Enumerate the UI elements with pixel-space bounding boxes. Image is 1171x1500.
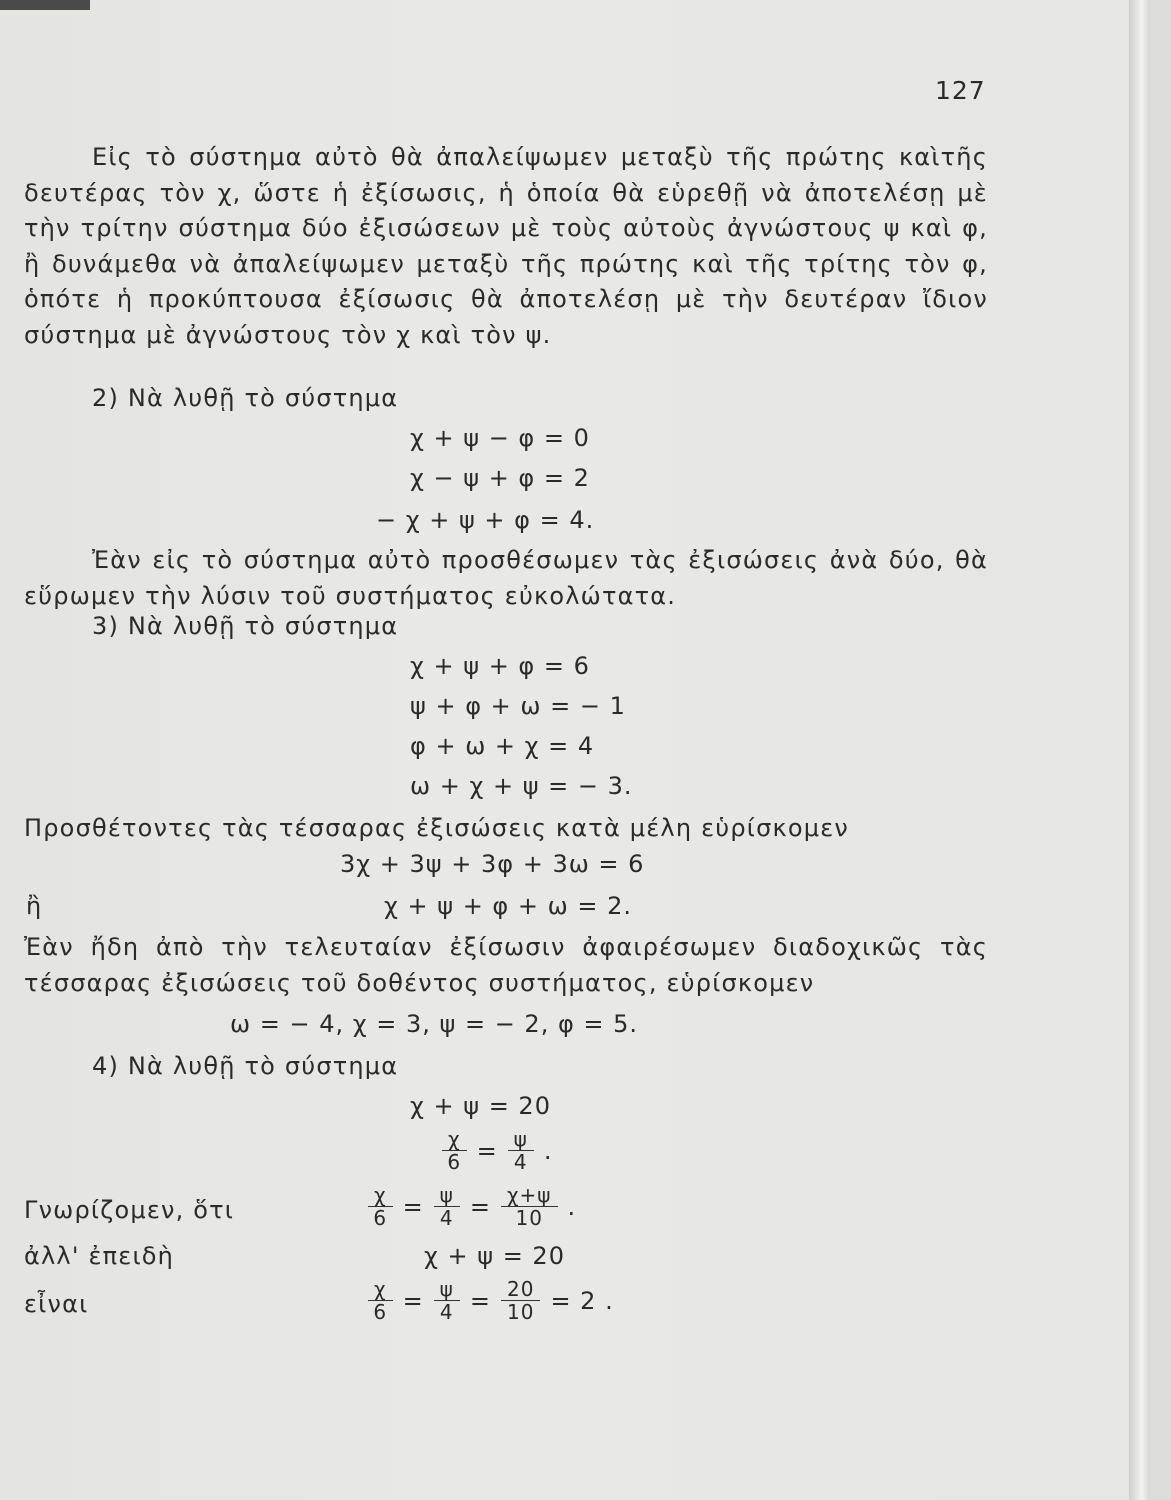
ex3-eq-1: χ + ψ + φ = 6 <box>410 652 590 680</box>
ex4-proportion <box>362 1184 580 1229</box>
ex3-reduced-eq: χ + ψ + φ + ω = 2. <box>384 892 632 920</box>
scan-mark <box>0 0 90 10</box>
frac-den: 6 <box>373 1300 388 1324</box>
but-since-label: ἀλλ' ἐπειδὴ <box>24 1242 175 1270</box>
ex3-text1: Προσθέτοντες τὰς τέσσαρας ἐξισώσεις κατὰ μέλη εὑρίσκομεν <box>24 814 849 842</box>
frac-x-6 <box>368 1184 393 1229</box>
frac-num: ψ <box>434 1184 460 1207</box>
ex3-or-label: ἢ <box>26 892 43 920</box>
frac-y-4 <box>508 1128 534 1173</box>
frac-den: 4 <box>513 1150 528 1174</box>
frac-num: ψ <box>508 1128 534 1151</box>
frac-den: 6 <box>373 1206 388 1230</box>
ex4-sum-eq: χ + ψ = 20 <box>424 1242 565 1270</box>
frac-den: 4 <box>439 1300 454 1324</box>
frac-y-4 <box>434 1278 460 1323</box>
frac-den: 10 <box>506 1300 535 1324</box>
intro-paragraph <box>24 140 988 353</box>
frac-den: 4 <box>439 1206 454 1230</box>
ex3-eq-4: ω + χ + ψ = − 3. <box>410 772 633 800</box>
page-number: 127 <box>935 76 986 105</box>
ex3-heading: 3) Νὰ λυθῇ τὸ σύστημα <box>92 612 399 640</box>
ex2-text <box>24 543 988 614</box>
frac-x-6 <box>442 1128 467 1173</box>
ex4-eq-1: χ + ψ = 20 <box>410 1092 551 1120</box>
ex2-eq-2: χ − ψ + φ = 2 <box>410 464 590 492</box>
frac-y-4 <box>434 1184 460 1229</box>
ex2-eq-1: χ + ψ − φ = 0 <box>410 424 590 452</box>
frac-num: ψ <box>434 1278 460 1301</box>
ex3-eq-3: φ + ω + χ = 4 <box>410 732 595 760</box>
ex4-ratio-eq <box>436 1128 557 1173</box>
ex3-paragraph: Ἐὰν ἤδη ἀπὸ τὴν τελευταίαν ἐξίσωσιν ἀφαιρέσωμεν διαδοχικῶς τὰς τέσσαρας ἐξισώσεις τοῦ δοθέντος συστήματος, εὑρίσκομεν <box>24 933 988 997</box>
frac-x-6 <box>368 1278 393 1323</box>
frac-num: χ+ψ <box>501 1184 558 1207</box>
frac-num: χ <box>368 1278 393 1301</box>
ex3-eq-2: ψ + φ + ω = − 1 <box>410 692 626 720</box>
intro-text: Εἰς τὸ σύστημα αὐτὸ θὰ ἀπαλείψωμεν μεταξὺ τῆς πρώτης καὶτῆς δευτέρας τὸν χ, ὥστε ἡ ἐξίσωσις, ἡ ὁποία θὰ εὑρεθῇ νὰ ἀποτελέσῃ μὲ τὴν τρίτην σύστημα δύο ἐξισώσεων μὲ τοὺς αὐτοὺς ἀγνώστους ψ καὶ φ, ἢ δυνάμεθα νὰ ἀπαλείψωμεν μεταξὺ τῆς πρώτης καὶ τῆς τρίτης τὸν φ, ὁπότε ἡ προκύπτουσα ἐξίσωσις θὰ ἀποτελέσῃ μὲ τὴν δευτέραν ἴδιον σύστημα μὲ ἀγνώστους τὸν χ καὶ τὸν ψ. <box>24 143 988 349</box>
equals-sign: = <box>402 1286 424 1315</box>
ex4-result <box>362 1278 618 1323</box>
frac-num: χ <box>442 1128 467 1151</box>
frac-xy-10 <box>501 1184 558 1229</box>
equals-sign: = <box>402 1192 424 1221</box>
ex2-heading: 2) Νὰ λυθῇ τὸ σύστημα <box>92 384 399 412</box>
is-label: εἶναι <box>24 1290 89 1318</box>
page-edge <box>1129 0 1150 1500</box>
period: . <box>567 1192 577 1221</box>
frac-num: 20 <box>501 1278 540 1301</box>
frac-den: 6 <box>447 1150 462 1174</box>
frac-20-10 <box>501 1278 540 1323</box>
equals-sign: = <box>476 1136 498 1165</box>
ex2-eq-3: − χ + ψ + φ = 4. <box>376 506 595 534</box>
ex3-text2 <box>24 930 988 1001</box>
frac-den: 10 <box>515 1206 543 1230</box>
ex2-paragraph: Ἐὰν εἰς τὸ σύστημα αὐτὸ προσθέσωμεν τὰς ἐξισώσεις ἀνὰ δύο, θὰ εὕρωμεν τὴν λύσιν τοῦ συστήματος εὐκολώτατα. <box>24 546 988 610</box>
result-value: = 2 . <box>550 1286 614 1315</box>
frac-num: χ <box>368 1184 393 1207</box>
ex3-solution: ω = − 4, χ = 3, ψ = − 2, φ = 5. <box>230 1010 639 1038</box>
equals-sign: = <box>469 1192 491 1221</box>
equals-sign: = <box>469 1286 491 1315</box>
ex3-sum-eq: 3χ + 3ψ + 3φ + 3ω = 6 <box>340 850 645 878</box>
ex4-heading: 4) Νὰ λυθῇ τὸ σύστημα <box>92 1052 399 1080</box>
we-know-label: Γνωρίζομεν, ὅτι <box>24 1196 235 1224</box>
period: . <box>543 1136 553 1165</box>
